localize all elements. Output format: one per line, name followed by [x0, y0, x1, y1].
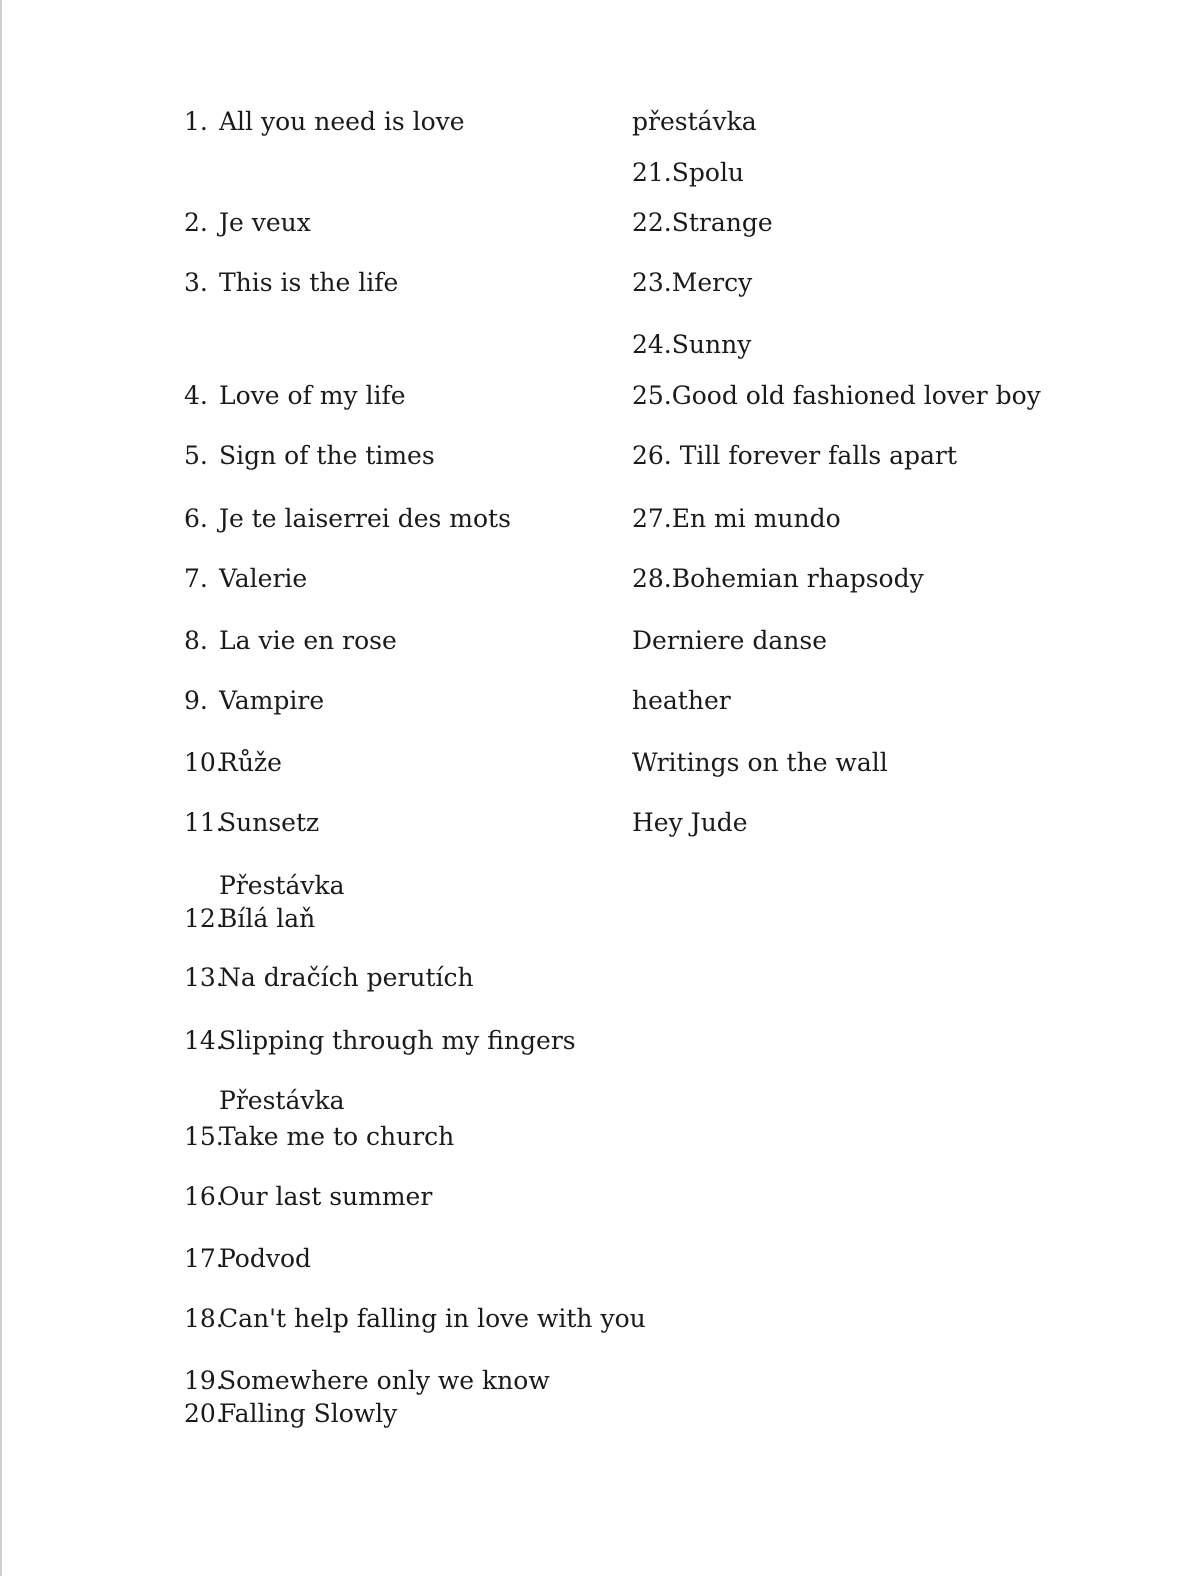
item-number: 2. [184, 208, 208, 237]
item-number: 9. [184, 686, 208, 715]
item-number: 3. [184, 268, 208, 297]
item-title: Our last summer [219, 1182, 433, 1211]
setlist-item-right: 26. Till forever falls apart [632, 441, 957, 470]
item-title: Take me to church [219, 1122, 455, 1151]
item-number: 4. [184, 381, 208, 410]
item-title: Vampire [219, 686, 325, 715]
item-title: Somewhere only we know [219, 1366, 550, 1395]
item-title: La vie en rose [219, 626, 397, 655]
item-number: 5. [184, 441, 208, 470]
item-number: 18. [184, 1304, 224, 1333]
setlist-item-right: 21.Spolu [632, 158, 745, 187]
setlist-item-right: Hey Jude [632, 808, 748, 837]
item-title: Je te laiserrei des mots [219, 504, 511, 533]
setlist-item-right: 23.Mercy [632, 268, 753, 297]
item-number: 10. [184, 748, 224, 777]
item-number: 7. [184, 564, 208, 593]
setlist-item-right: 24.Sunny [632, 330, 752, 359]
item-title: All you need is love [219, 107, 465, 136]
item-title: Sign of the times [219, 441, 435, 470]
item-number: 8. [184, 626, 208, 655]
setlist-item-right: 25.Good old fashioned lover boy [632, 381, 1041, 410]
item-number: 16. [184, 1182, 224, 1211]
item-number: 13. [184, 963, 224, 992]
item-title: Podvod [219, 1244, 312, 1273]
item-number: 15. [184, 1122, 224, 1151]
item-title: Love of my life [219, 381, 406, 410]
item-title: Na dračích perutích [219, 963, 474, 992]
item-title: Falling Slowly [219, 1399, 398, 1428]
setlist-item-right: Derniere danse [632, 626, 828, 655]
setlist-item-right: heather [632, 686, 731, 715]
setlist-item-right: přestávka [632, 107, 757, 136]
item-number: 6. [184, 504, 208, 533]
item-number: 14. [184, 1026, 224, 1055]
item-number: 17. [184, 1244, 224, 1273]
setlist-item-right: 22.Strange [632, 208, 773, 237]
item-title: Přestávka [219, 871, 345, 900]
item-title: Valerie [219, 564, 308, 593]
setlist-item-right: Writings on the wall [632, 748, 888, 777]
item-number: 12. [184, 904, 224, 933]
page-edge [0, 0, 2, 1576]
item-title: Sunsetz [219, 808, 320, 837]
item-title: Bílá laň [219, 904, 316, 933]
setlist-item-right: 27.En mi mundo [632, 504, 841, 533]
item-number: 1. [184, 107, 208, 136]
item-title: Slipping through my fingers [219, 1026, 576, 1055]
item-number: 19. [184, 1366, 224, 1395]
item-title: Přestávka [219, 1086, 345, 1115]
item-title: Can't help falling in love with you [219, 1304, 646, 1333]
item-title: This is the life [219, 268, 399, 297]
item-title: Růže [219, 748, 282, 777]
item-title: Je veux [219, 208, 311, 237]
item-number: 11. [184, 808, 224, 837]
item-number: 20. [184, 1399, 224, 1428]
setlist-item-right: 28.Bohemian rhapsody [632, 564, 924, 593]
